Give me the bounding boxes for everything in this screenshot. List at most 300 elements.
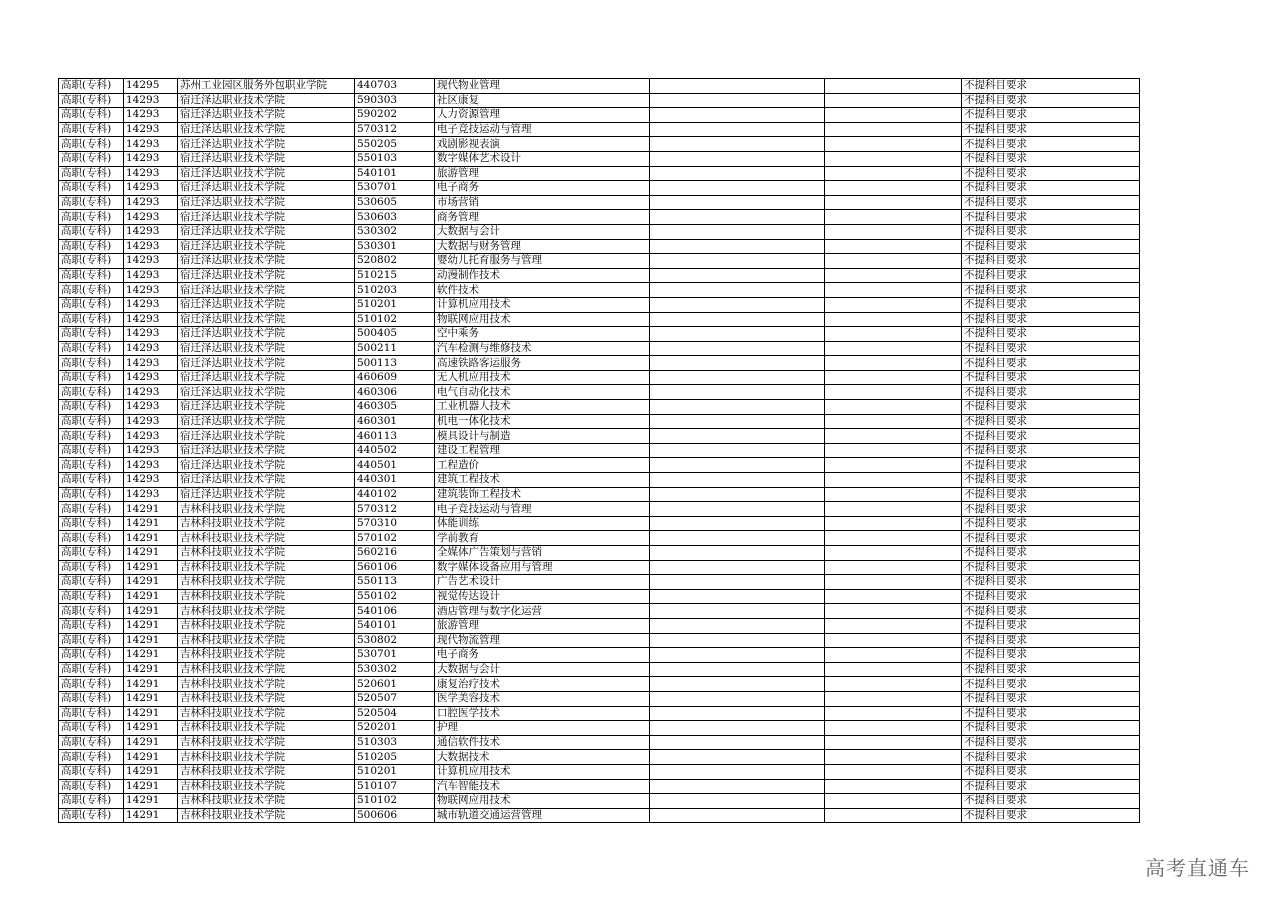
subject-requirement-cell: 不提科目要求	[962, 400, 1140, 415]
note-cell-a	[650, 618, 825, 633]
subject-requirement-cell: 不提科目要求	[962, 341, 1140, 356]
level-cell: 高职(专科)	[59, 210, 124, 225]
major-code-cell: 510102	[355, 794, 435, 809]
major-name-cell: 电子商务	[435, 181, 650, 196]
note-cell-b	[825, 385, 962, 400]
school-code-cell: 14293	[124, 151, 178, 166]
major-name-cell: 建设工程管理	[435, 443, 650, 458]
major-code-cell: 500113	[355, 356, 435, 371]
level-cell: 高职(专科)	[59, 414, 124, 429]
school-code-cell: 14291	[124, 531, 178, 546]
major-name-cell: 机电一体化技术	[435, 414, 650, 429]
school-code-cell: 14291	[124, 721, 178, 736]
level-cell: 高职(专科)	[59, 487, 124, 502]
school-code-cell: 14291	[124, 546, 178, 561]
major-name-cell: 广告艺术设计	[435, 575, 650, 590]
subject-requirement-cell: 不提科目要求	[962, 721, 1140, 736]
note-cell-b	[825, 108, 962, 123]
school-code-cell: 14291	[124, 779, 178, 794]
school-code-cell: 14293	[124, 122, 178, 137]
subject-requirement-cell: 不提科目要求	[962, 808, 1140, 823]
subject-requirement-cell: 不提科目要求	[962, 458, 1140, 473]
major-name-cell: 大数据技术	[435, 750, 650, 765]
note-cell-a	[650, 502, 825, 517]
school-name-cell: 宿迁泽达职业技术学院	[178, 166, 355, 181]
major-name-cell: 口腔医学技术	[435, 706, 650, 721]
major-code-cell: 560216	[355, 546, 435, 561]
school-name-cell: 吉林科技职业技术学院	[178, 735, 355, 750]
subject-requirement-cell: 不提科目要求	[962, 239, 1140, 254]
school-code-cell: 14293	[124, 166, 178, 181]
major-name-cell: 社区康复	[435, 93, 650, 108]
school-code-cell: 14293	[124, 283, 178, 298]
note-cell-b	[825, 312, 962, 327]
major-name-cell: 工业机器人技术	[435, 400, 650, 415]
level-cell: 高职(专科)	[59, 633, 124, 648]
table-row	[59, 137, 1140, 152]
note-cell-b	[825, 502, 962, 517]
level-cell: 高职(专科)	[59, 254, 124, 269]
subject-requirement-cell: 不提科目要求	[962, 254, 1140, 269]
note-cell-a	[650, 633, 825, 648]
note-cell-a	[650, 721, 825, 736]
note-cell-a	[650, 239, 825, 254]
level-cell: 高职(专科)	[59, 268, 124, 283]
note-cell-b	[825, 531, 962, 546]
table-row	[59, 79, 1140, 94]
major-name-cell: 体能训练	[435, 516, 650, 531]
level-cell: 高职(专科)	[59, 750, 124, 765]
note-cell-a	[650, 677, 825, 692]
note-cell-b	[825, 677, 962, 692]
level-cell: 高职(专科)	[59, 808, 124, 823]
level-cell: 高职(专科)	[59, 341, 124, 356]
major-name-cell: 计算机应用技术	[435, 764, 650, 779]
school-name-cell: 宿迁泽达职业技术学院	[178, 385, 355, 400]
school-code-cell: 14291	[124, 502, 178, 517]
note-cell-b	[825, 443, 962, 458]
major-code-cell: 510107	[355, 779, 435, 794]
subject-requirement-cell: 不提科目要求	[962, 268, 1140, 283]
major-name-cell: 空中乘务	[435, 327, 650, 342]
table-row	[59, 458, 1140, 473]
major-code-cell: 520802	[355, 254, 435, 269]
note-cell-a	[650, 312, 825, 327]
subject-requirement-cell: 不提科目要求	[962, 108, 1140, 123]
major-name-cell: 酒店管理与数字化运营	[435, 604, 650, 619]
note-cell-b	[825, 633, 962, 648]
major-code-cell: 520507	[355, 691, 435, 706]
major-name-cell: 康复治疗技术	[435, 677, 650, 692]
level-cell: 高职(专科)	[59, 122, 124, 137]
note-cell-a	[650, 779, 825, 794]
major-code-cell: 530802	[355, 633, 435, 648]
table-row	[59, 224, 1140, 239]
note-cell-a	[650, 546, 825, 561]
table-row	[59, 268, 1140, 283]
table-row	[59, 414, 1140, 429]
note-cell-a	[650, 166, 825, 181]
subject-requirement-cell: 不提科目要求	[962, 662, 1140, 677]
school-name-cell: 宿迁泽达职业技术学院	[178, 341, 355, 356]
major-code-cell: 460301	[355, 414, 435, 429]
level-cell: 高职(专科)	[59, 764, 124, 779]
level-cell: 高职(专科)	[59, 297, 124, 312]
subject-requirement-cell: 不提科目要求	[962, 297, 1140, 312]
table-row	[59, 750, 1140, 765]
note-cell-a	[650, 487, 825, 502]
note-cell-b	[825, 341, 962, 356]
note-cell-b	[825, 575, 962, 590]
note-cell-a	[650, 691, 825, 706]
note-cell-a	[650, 370, 825, 385]
subject-requirement-cell: 不提科目要求	[962, 794, 1140, 809]
note-cell-a	[650, 735, 825, 750]
note-cell-a	[650, 108, 825, 123]
level-cell: 高职(专科)	[59, 400, 124, 415]
note-cell-a	[650, 79, 825, 94]
table-row	[59, 356, 1140, 371]
school-name-cell: 苏州工业园区服务外包职业学院	[178, 79, 355, 94]
major-name-cell: 工程造价	[435, 458, 650, 473]
major-code-cell: 570102	[355, 531, 435, 546]
note-cell-b	[825, 181, 962, 196]
note-cell-b	[825, 297, 962, 312]
subject-requirement-cell: 不提科目要求	[962, 589, 1140, 604]
subject-requirement-cell: 不提科目要求	[962, 575, 1140, 590]
level-cell: 高职(专科)	[59, 93, 124, 108]
major-name-cell: 学前教育	[435, 531, 650, 546]
note-cell-b	[825, 706, 962, 721]
school-name-cell: 宿迁泽达职业技术学院	[178, 429, 355, 444]
table-row	[59, 575, 1140, 590]
major-name-cell: 动漫制作技术	[435, 268, 650, 283]
subject-requirement-cell: 不提科目要求	[962, 764, 1140, 779]
school-code-cell: 14291	[124, 560, 178, 575]
level-cell: 高职(专科)	[59, 356, 124, 371]
major-name-cell: 市场营销	[435, 195, 650, 210]
level-cell: 高职(专科)	[59, 166, 124, 181]
note-cell-b	[825, 808, 962, 823]
school-name-cell: 吉林科技职业技术学院	[178, 589, 355, 604]
level-cell: 高职(专科)	[59, 224, 124, 239]
level-cell: 高职(专科)	[59, 706, 124, 721]
table-row	[59, 312, 1140, 327]
major-name-cell: 人力资源管理	[435, 108, 650, 123]
level-cell: 高职(专科)	[59, 327, 124, 342]
major-code-cell: 550113	[355, 575, 435, 590]
level-cell: 高职(专科)	[59, 531, 124, 546]
subject-requirement-cell: 不提科目要求	[962, 618, 1140, 633]
major-name-cell: 汽车检测与维修技术	[435, 341, 650, 356]
school-code-cell: 14293	[124, 195, 178, 210]
note-cell-a	[650, 137, 825, 152]
level-cell: 高职(专科)	[59, 618, 124, 633]
table-row	[59, 239, 1140, 254]
table-row	[59, 254, 1140, 269]
major-code-cell: 520601	[355, 677, 435, 692]
table-row	[59, 662, 1140, 677]
school-name-cell: 宿迁泽达职业技术学院	[178, 122, 355, 137]
level-cell: 高职(专科)	[59, 239, 124, 254]
school-name-cell: 宿迁泽达职业技术学院	[178, 443, 355, 458]
major-name-cell: 无人机应用技术	[435, 370, 650, 385]
subject-requirement-cell: 不提科目要求	[962, 195, 1140, 210]
school-name-cell: 宿迁泽达职业技术学院	[178, 239, 355, 254]
major-name-cell: 城市轨道交通运营管理	[435, 808, 650, 823]
school-code-cell: 14293	[124, 93, 178, 108]
school-name-cell: 宿迁泽达职业技术学院	[178, 283, 355, 298]
note-cell-b	[825, 283, 962, 298]
table-row	[59, 604, 1140, 619]
note-cell-b	[825, 122, 962, 137]
note-cell-a	[650, 764, 825, 779]
school-code-cell: 14293	[124, 137, 178, 152]
note-cell-a	[650, 429, 825, 444]
subject-requirement-cell: 不提科目要求	[962, 151, 1140, 166]
note-cell-a	[650, 531, 825, 546]
school-code-cell: 14291	[124, 575, 178, 590]
school-code-cell: 14291	[124, 706, 178, 721]
school-code-cell: 14291	[124, 750, 178, 765]
subject-requirement-cell: 不提科目要求	[962, 735, 1140, 750]
table-row	[59, 297, 1140, 312]
major-code-cell: 510303	[355, 735, 435, 750]
major-code-cell: 460113	[355, 429, 435, 444]
note-cell-b	[825, 137, 962, 152]
note-cell-a	[650, 341, 825, 356]
major-code-cell: 540101	[355, 166, 435, 181]
major-name-cell: 婴幼儿托育服务与管理	[435, 254, 650, 269]
note-cell-b	[825, 750, 962, 765]
major-code-cell: 440501	[355, 458, 435, 473]
note-cell-b	[825, 487, 962, 502]
school-name-cell: 吉林科技职业技术学院	[178, 691, 355, 706]
note-cell-a	[650, 400, 825, 415]
table-row	[59, 93, 1140, 108]
major-code-cell: 530302	[355, 662, 435, 677]
note-cell-a	[650, 473, 825, 488]
level-cell: 高职(专科)	[59, 181, 124, 196]
table-row	[59, 443, 1140, 458]
major-code-cell: 460305	[355, 400, 435, 415]
subject-requirement-cell: 不提科目要求	[962, 312, 1140, 327]
table-row	[59, 429, 1140, 444]
note-cell-a	[650, 560, 825, 575]
table-row	[59, 210, 1140, 225]
school-name-cell: 吉林科技职业技术学院	[178, 779, 355, 794]
school-code-cell: 14291	[124, 516, 178, 531]
major-code-cell: 530302	[355, 224, 435, 239]
subject-requirement-cell: 不提科目要求	[962, 706, 1140, 721]
school-name-cell: 宿迁泽达职业技术学院	[178, 414, 355, 429]
subject-requirement-cell: 不提科目要求	[962, 356, 1140, 371]
table-row	[59, 633, 1140, 648]
note-cell-b	[825, 224, 962, 239]
major-code-cell: 550103	[355, 151, 435, 166]
note-cell-a	[650, 604, 825, 619]
school-name-cell: 吉林科技职业技术学院	[178, 531, 355, 546]
major-code-cell: 500606	[355, 808, 435, 823]
note-cell-a	[650, 224, 825, 239]
table-row	[59, 589, 1140, 604]
note-cell-a	[650, 443, 825, 458]
school-name-cell: 宿迁泽达职业技术学院	[178, 254, 355, 269]
level-cell: 高职(专科)	[59, 429, 124, 444]
subject-requirement-cell: 不提科目要求	[962, 79, 1140, 94]
subject-requirement-cell: 不提科目要求	[962, 516, 1140, 531]
table-row	[59, 385, 1140, 400]
table-row	[59, 327, 1140, 342]
watermark-text: 高考直通车	[1145, 856, 1250, 880]
school-name-cell: 吉林科技职业技术学院	[178, 604, 355, 619]
note-cell-b	[825, 79, 962, 94]
level-cell: 高职(专科)	[59, 794, 124, 809]
school-code-cell: 14293	[124, 341, 178, 356]
major-name-cell: 视觉传达设计	[435, 589, 650, 604]
level-cell: 高职(专科)	[59, 662, 124, 677]
note-cell-b	[825, 648, 962, 663]
note-cell-b	[825, 254, 962, 269]
table-row	[59, 195, 1140, 210]
note-cell-a	[650, 662, 825, 677]
major-code-cell: 510201	[355, 297, 435, 312]
major-code-cell: 540106	[355, 604, 435, 619]
table-row	[59, 764, 1140, 779]
school-name-cell: 吉林科技职业技术学院	[178, 764, 355, 779]
level-cell: 高职(专科)	[59, 283, 124, 298]
note-cell-a	[650, 93, 825, 108]
subject-requirement-cell: 不提科目要求	[962, 473, 1140, 488]
level-cell: 高职(专科)	[59, 151, 124, 166]
note-cell-b	[825, 662, 962, 677]
school-name-cell: 宿迁泽达职业技术学院	[178, 108, 355, 123]
level-cell: 高职(专科)	[59, 589, 124, 604]
table-row	[59, 370, 1140, 385]
note-cell-b	[825, 458, 962, 473]
note-cell-a	[650, 458, 825, 473]
school-name-cell: 宿迁泽达职业技术学院	[178, 356, 355, 371]
major-name-cell: 建筑工程技术	[435, 473, 650, 488]
school-code-cell: 14293	[124, 312, 178, 327]
school-code-cell: 14293	[124, 297, 178, 312]
major-code-cell: 530701	[355, 181, 435, 196]
note-cell-a	[650, 195, 825, 210]
note-cell-a	[650, 151, 825, 166]
major-code-cell: 590202	[355, 108, 435, 123]
major-name-cell: 现代物业管理	[435, 79, 650, 94]
note-cell-b	[825, 794, 962, 809]
school-name-cell: 宿迁泽达职业技术学院	[178, 327, 355, 342]
table-row	[59, 400, 1140, 415]
level-cell: 高职(专科)	[59, 691, 124, 706]
table-body	[59, 79, 1140, 823]
level-cell: 高职(专科)	[59, 108, 124, 123]
school-name-cell: 宿迁泽达职业技术学院	[178, 370, 355, 385]
major-name-cell: 高速铁路客运服务	[435, 356, 650, 371]
table-row	[59, 648, 1140, 663]
level-cell: 高职(专科)	[59, 575, 124, 590]
school-code-cell: 14293	[124, 268, 178, 283]
note-cell-a	[650, 516, 825, 531]
school-name-cell: 宿迁泽达职业技术学院	[178, 400, 355, 415]
level-cell: 高职(专科)	[59, 735, 124, 750]
note-cell-b	[825, 400, 962, 415]
note-cell-b	[825, 370, 962, 385]
note-cell-b	[825, 779, 962, 794]
note-cell-a	[650, 268, 825, 283]
subject-requirement-cell: 不提科目要求	[962, 370, 1140, 385]
level-cell: 高职(专科)	[59, 546, 124, 561]
note-cell-a	[650, 794, 825, 809]
level-cell: 高职(专科)	[59, 721, 124, 736]
subject-requirement-cell: 不提科目要求	[962, 429, 1140, 444]
table-row	[59, 618, 1140, 633]
note-cell-b	[825, 327, 962, 342]
school-code-cell: 14291	[124, 808, 178, 823]
major-name-cell: 物联网应用技术	[435, 312, 650, 327]
level-cell: 高职(专科)	[59, 604, 124, 619]
level-cell: 高职(专科)	[59, 137, 124, 152]
school-code-cell: 14291	[124, 633, 178, 648]
note-cell-a	[650, 808, 825, 823]
level-cell: 高职(专科)	[59, 443, 124, 458]
level-cell: 高职(专科)	[59, 312, 124, 327]
subject-requirement-cell: 不提科目要求	[962, 327, 1140, 342]
major-name-cell: 软件技术	[435, 283, 650, 298]
school-name-cell: 宿迁泽达职业技术学院	[178, 473, 355, 488]
note-cell-b	[825, 93, 962, 108]
major-name-cell: 大数据与会计	[435, 662, 650, 677]
note-cell-b	[825, 721, 962, 736]
note-cell-b	[825, 210, 962, 225]
note-cell-a	[650, 706, 825, 721]
school-name-cell: 吉林科技职业技术学院	[178, 516, 355, 531]
major-code-cell: 500211	[355, 341, 435, 356]
school-name-cell: 宿迁泽达职业技术学院	[178, 224, 355, 239]
note-cell-a	[650, 356, 825, 371]
note-cell-b	[825, 473, 962, 488]
major-name-cell: 数字媒体艺术设计	[435, 151, 650, 166]
table-row	[59, 721, 1140, 736]
subject-requirement-cell: 不提科目要求	[962, 181, 1140, 196]
school-code-cell: 14293	[124, 385, 178, 400]
subject-requirement-cell: 不提科目要求	[962, 385, 1140, 400]
school-name-cell: 宿迁泽达职业技术学院	[178, 137, 355, 152]
major-code-cell: 530301	[355, 239, 435, 254]
major-code-cell: 460609	[355, 370, 435, 385]
school-code-cell: 14291	[124, 764, 178, 779]
subject-requirement-cell: 不提科目要求	[962, 560, 1140, 575]
subject-requirement-cell: 不提科目要求	[962, 122, 1140, 137]
table-row	[59, 122, 1140, 137]
school-name-cell: 吉林科技职业技术学院	[178, 794, 355, 809]
note-cell-b	[825, 546, 962, 561]
table-row	[59, 181, 1140, 196]
major-name-cell: 护理	[435, 721, 650, 736]
major-name-cell: 电子竞技运动与管理	[435, 122, 650, 137]
school-code-cell: 14295	[124, 79, 178, 94]
school-code-cell: 14293	[124, 356, 178, 371]
major-code-cell: 440301	[355, 473, 435, 488]
note-cell-a	[650, 122, 825, 137]
table-row	[59, 502, 1140, 517]
note-cell-b	[825, 195, 962, 210]
note-cell-b	[825, 618, 962, 633]
major-code-cell: 570312	[355, 122, 435, 137]
major-name-cell: 模具设计与制造	[435, 429, 650, 444]
major-code-cell: 510205	[355, 750, 435, 765]
